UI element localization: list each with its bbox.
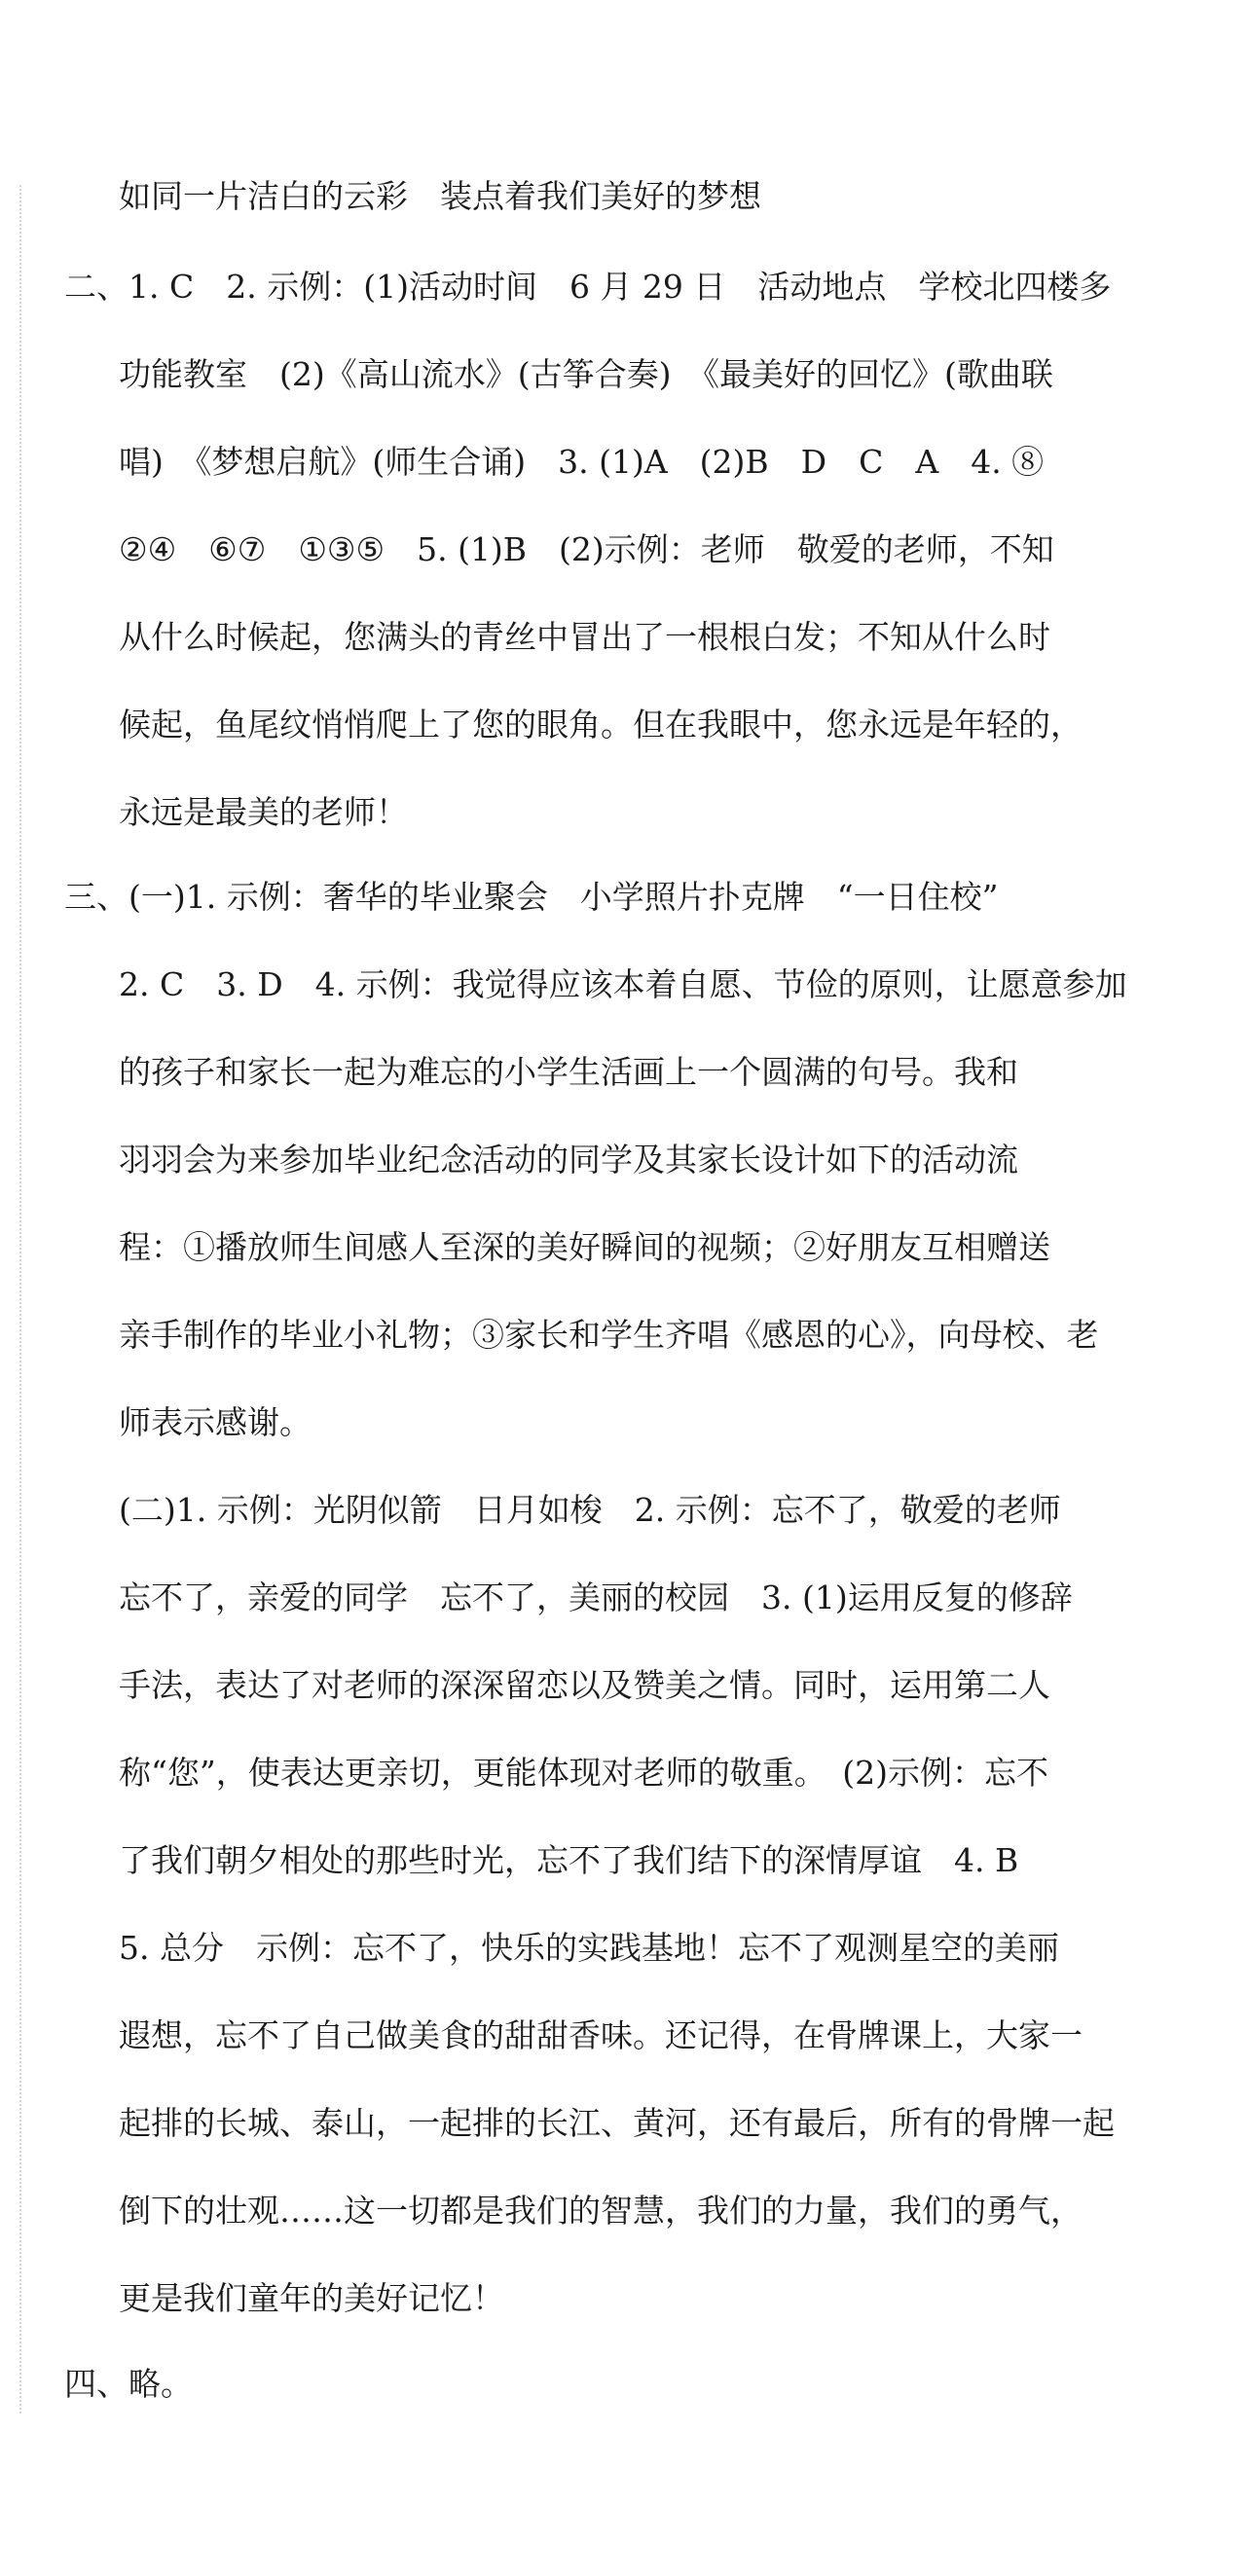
text-line-17: 忘不了，亲爱的同学 忘不了，美丽的校园 3. (1)运用反复的修辞 [119, 1578, 1073, 1616]
text-line-22: 遐想，忘不了自己做美食的甜甜香味。还记得，在骨牌课上，大家一 [119, 2016, 1083, 2054]
text-line-8: 永远是最美的老师！ [119, 793, 408, 831]
text-line-15: 师表示感谢。 [119, 1403, 312, 1441]
text-line-6: 从什么时候起，您满头的青丝中冒出了一根根白发；不知从什么时 [119, 618, 1050, 656]
text-line-2: 二、1. C 2. 示例：(1)活动时间 6 月 29 日 活动地点 学校北四楼多 [64, 268, 1112, 306]
text-line-11: 的孩子和家长一起为难忘的小学生活画上一个圆满的句号。我和 [119, 1053, 1018, 1091]
text-line-21: 5. 总分 示例：忘不了，快乐的实践基地！忘不了观测星空的美丽 [119, 1929, 1059, 1967]
text-line-5: ②④ ⑥⑦ ①③⑤ 5. (1)B (2)示例：老师 敬爱的老师，不知 [119, 530, 1054, 568]
text-line-1: 如同一片洁白的云彩 装点着我们美好的梦想 [119, 177, 761, 215]
text-line-12: 羽羽会为来参加毕业纪念活动的同学及其家长设计如下的活动流 [119, 1141, 1018, 1179]
text-line-4: 唱) 《梦想启航》(师生合诵) 3. (1)A (2)B D C A 4. ⑧ [119, 443, 1045, 481]
page-edge-dotted-line [19, 185, 21, 2413]
text-line-23: 起排的长城、泰山，一起排的长江、黄河，还有最后，所有的骨牌一起 [119, 2104, 1115, 2142]
text-line-16: (二)1. 示例：光阴似箭 日月如梭 2. 示例：忘不了，敬爱的老师 [119, 1491, 1061, 1529]
text-line-20: 了我们朝夕相处的那些时光，忘不了我们结下的深情厚谊 4. B [119, 1841, 1019, 1879]
text-line-7: 候起，鱼尾纹悄悄爬上了您的眼角。但在我眼中，您永远是年轻的， [119, 706, 1083, 744]
text-line-24: 倒下的壮观……这一切都是我们的智慧，我们的力量，我们的勇气， [119, 2192, 1083, 2230]
text-line-18: 手法，表达了对老师的深深留恋以及赞美之情。同时，运用第二人 [119, 1666, 1050, 1704]
text-line-3: 功能教室 (2)《高山流水》(古筝合奏) 《最美好的回忆》(歌曲联 [119, 355, 1053, 393]
text-line-26: 四、略。 [64, 2365, 193, 2403]
text-line-10: 2. C 3. D 4. 示例：我觉得应该本着自愿、节俭的原则，让愿意参加 [119, 965, 1127, 1003]
text-line-14: 亲手制作的毕业小礼物；③家长和学生齐唱《感恩的心》，向母校、老 [119, 1316, 1099, 1354]
text-line-19: 称“您”，使表达更亲切，更能体现对老师的敬重。 (2)示例：忘不 [119, 1754, 1048, 1792]
text-line-25: 更是我们童年的美好记忆！ [119, 2279, 504, 2317]
text-line-13: 程：①播放师生间感人至深的美好瞬间的视频；②好朋友互相赠送 [119, 1228, 1050, 1266]
text-line-9: 三、(一)1. 示例：奢华的毕业聚会 小学照片扑克牌 “一日住校” [64, 878, 999, 916]
